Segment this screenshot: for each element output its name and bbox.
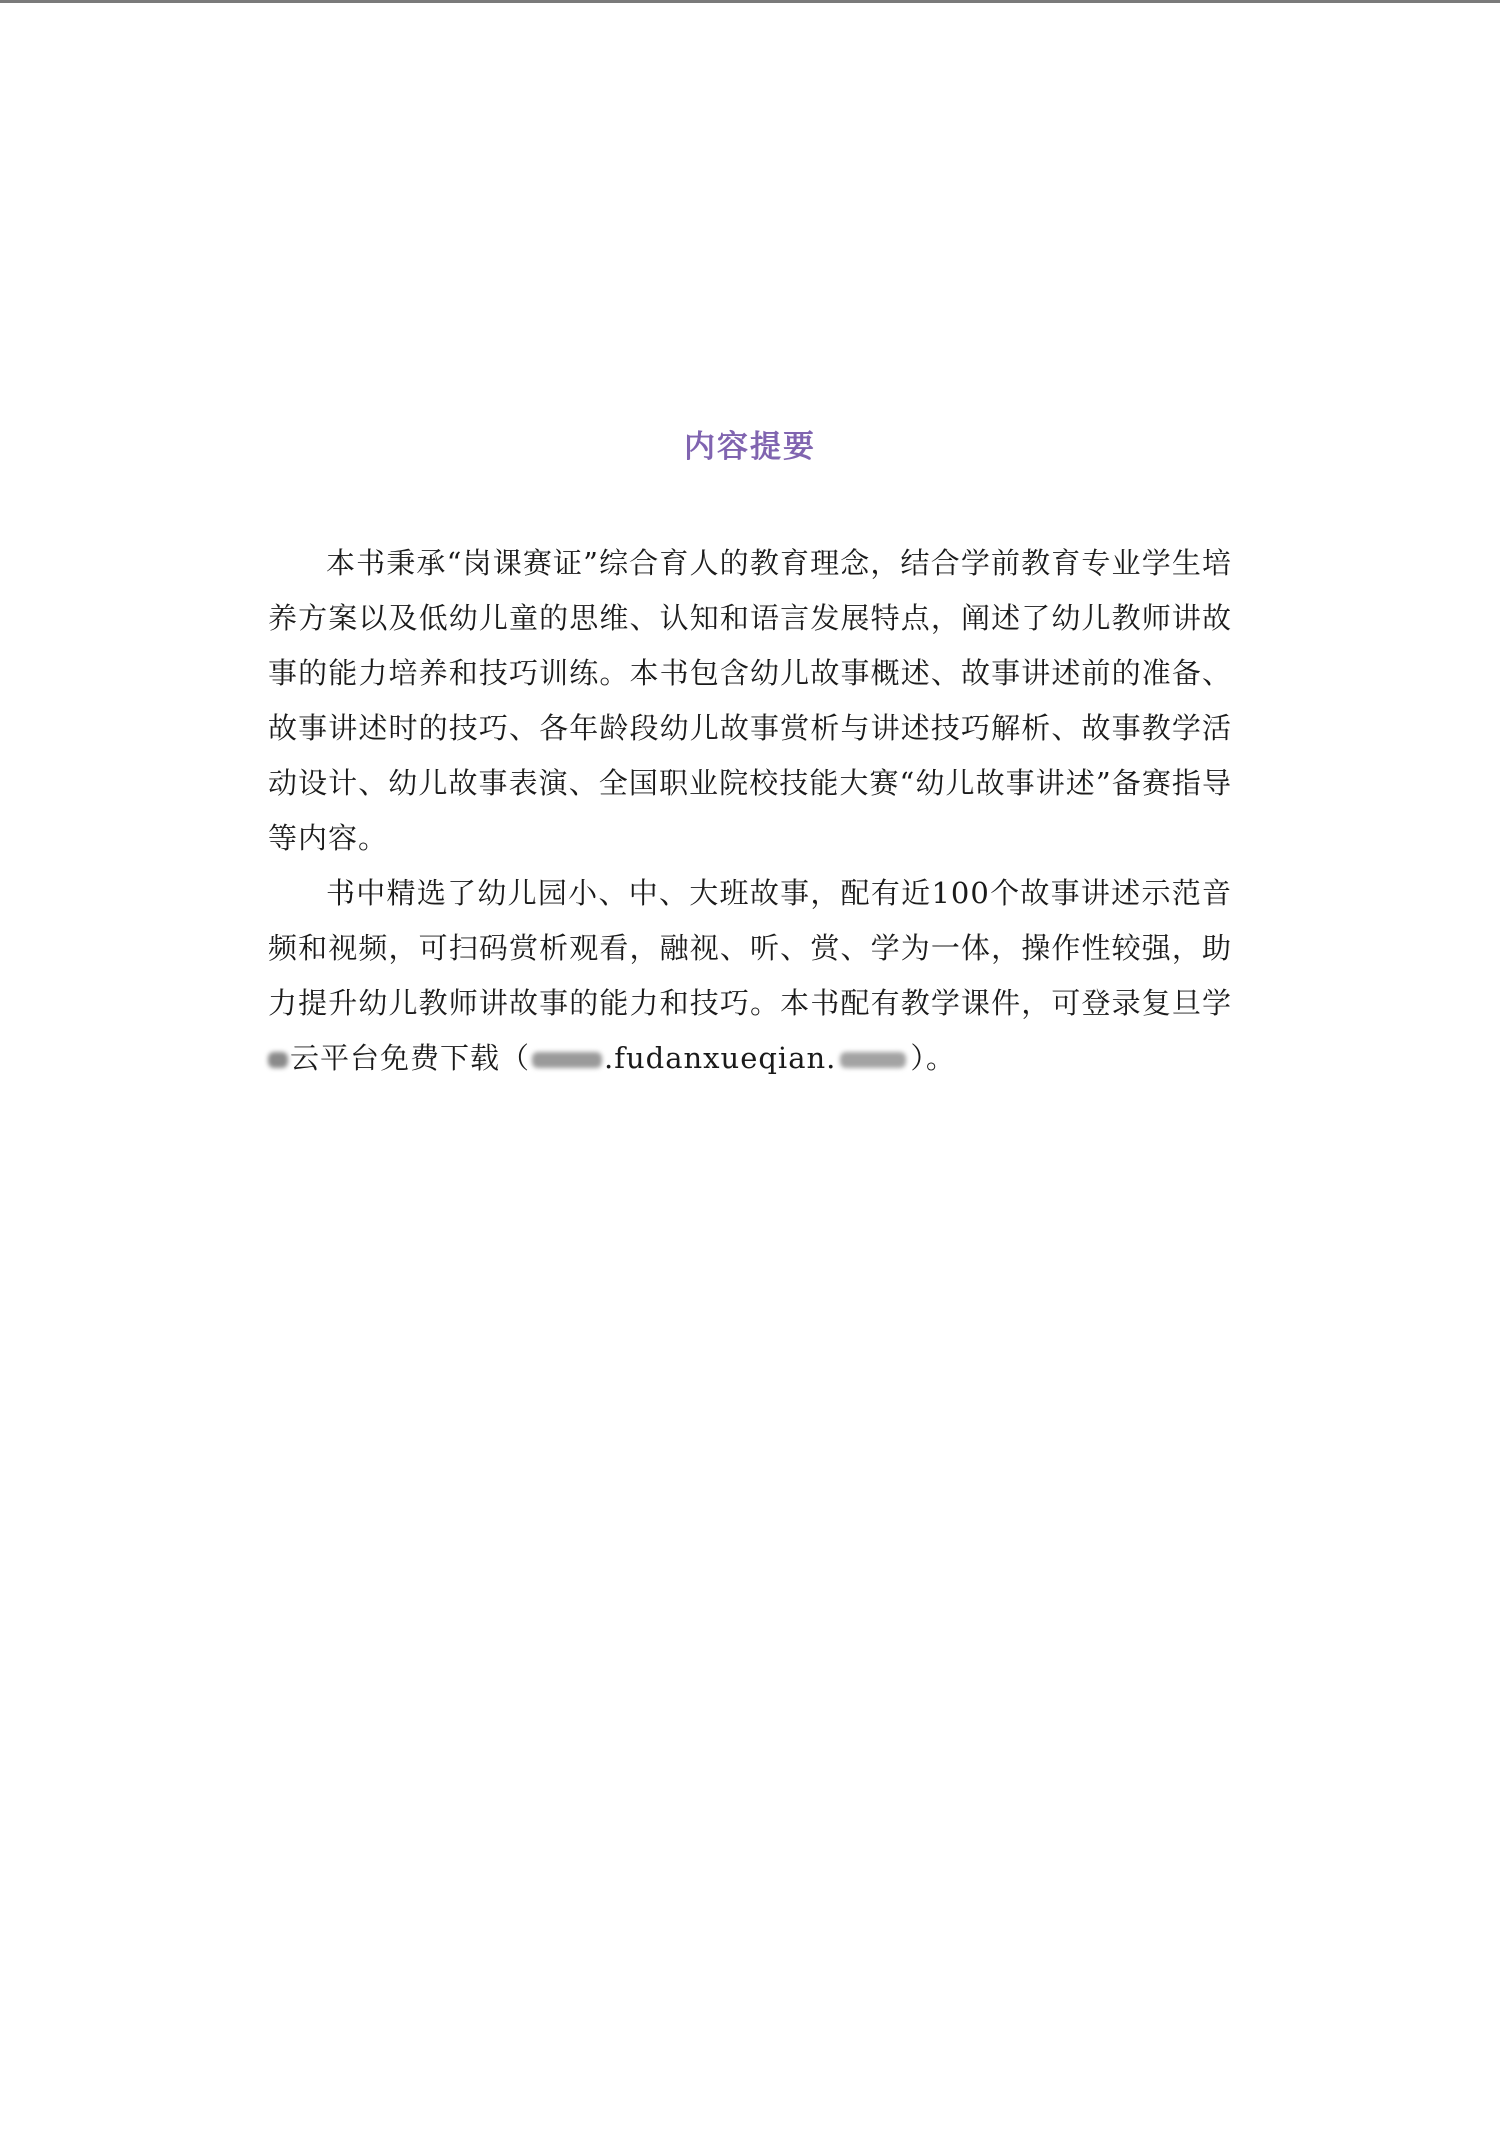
- top-rule: [0, 0, 1500, 3]
- page-content: [268, 418, 1232, 1086]
- redacted-url-suffix: [840, 1052, 906, 1068]
- summary-paragraph-2-main: 书中精选了幼儿园小、中、大班故事，配有近100个故事讲述示范音频和视频，可扫码赏析观看，融视、听、赏、学为一体，操作性较强，助力提升幼儿教师讲故事的能力和技巧。本书配有教学课件，可登录复旦学: [268, 876, 1232, 1020]
- summary-paragraph-2-tail-b: ）。: [910, 1041, 956, 1075]
- summary-paragraph-2: [268, 866, 1232, 1086]
- summary-paragraph-2-tail-a: 云平台免费下载（: [290, 1041, 531, 1075]
- redacted-url-prefix: [532, 1052, 602, 1068]
- summary-paragraph-1: 本书秉承“岗课赛证”综合育人的教育理念，结合学前教育专业学生培养方案以及低幼儿童的思维、认知和语言发展特点，阐述了幼儿教师讲故事的能力培养和技巧训练。本书包含幼儿故事概述、故事讲述前的准备、故事讲述时的技巧、各年龄段幼儿故事赏析与讲述技巧解析、故事教学活动设计、幼儿故事表演、全国职业院校技能大赛“幼儿故事讲述”备赛指导等内容。: [268, 546, 1232, 855]
- download-url: .fudanxueqian.: [604, 1041, 837, 1075]
- redacted-mark: [268, 1052, 288, 1068]
- page-heading: 内容提要: [684, 429, 816, 465]
